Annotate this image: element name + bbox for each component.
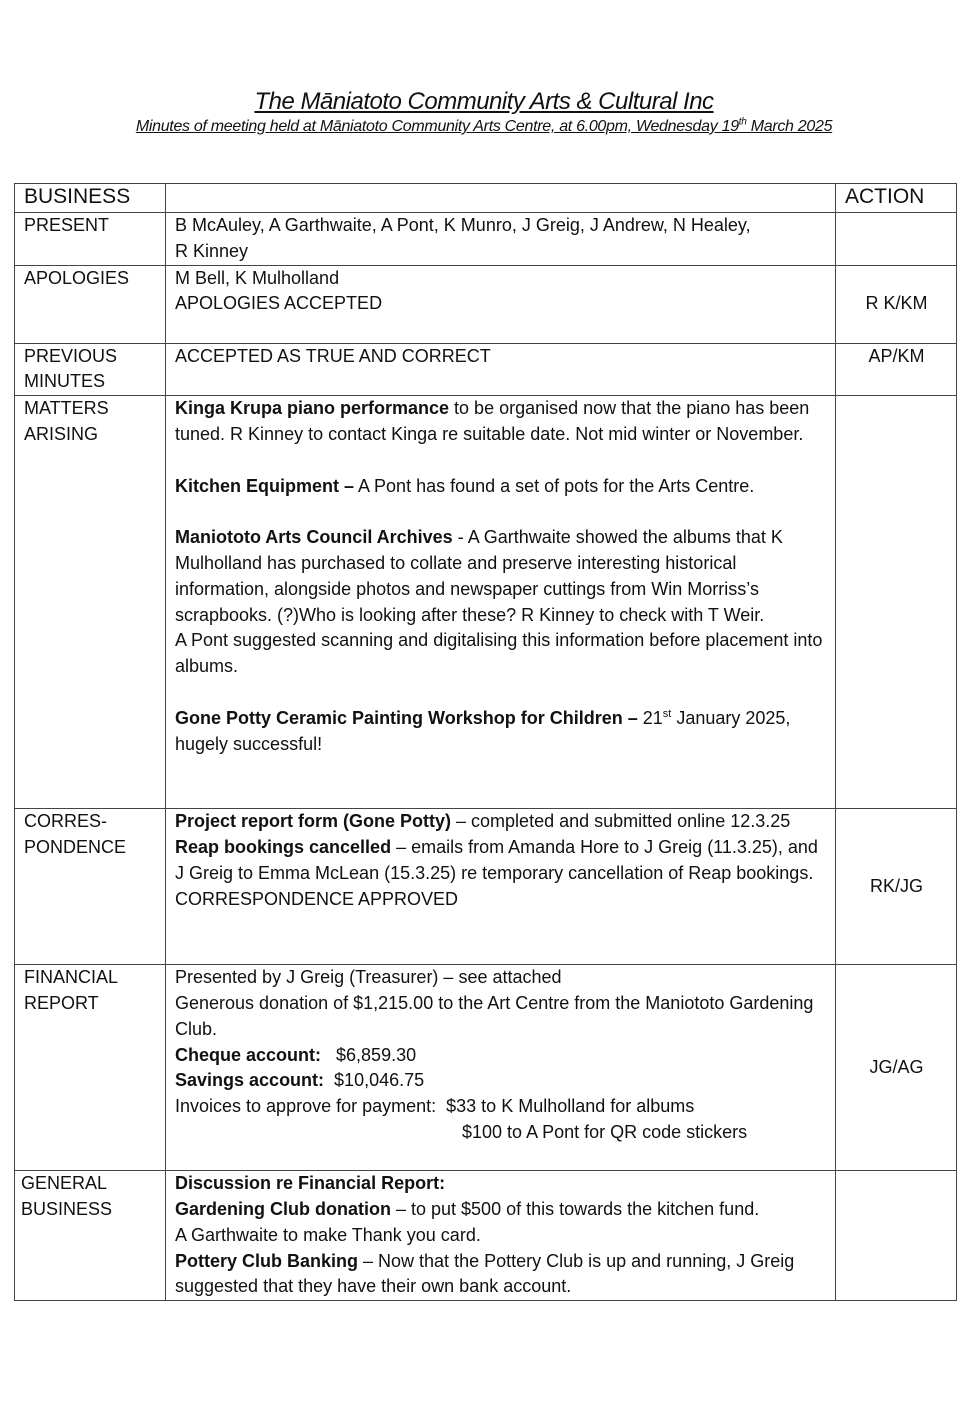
matters-item-workshop-date: 21 <box>637 707 663 728</box>
present-action <box>836 213 957 266</box>
invoices-line-2: $100 to A Pont for QR code stickers <box>462 1121 748 1142</box>
correspondence-action: RK/JG <box>836 809 957 965</box>
apologies-label: APOLOGIES <box>15 265 166 343</box>
financial-report-label-2: REPORT <box>24 992 99 1013</box>
correspondence-details <box>166 809 836 965</box>
matters-item-workshop-title: Gone Potty Ceramic Painting Workshop for Children – <box>175 707 638 728</box>
header-details <box>166 184 836 213</box>
header-business: BUSINESS <box>15 184 166 213</box>
matters-item-workshop-text: January 2025, hugely successful! <box>175 707 791 754</box>
financial-report-action: JG/AG <box>836 965 957 1171</box>
spacer <box>175 680 827 706</box>
previous-minutes-label <box>15 343 166 396</box>
general-discussion <box>175 1171 827 1197</box>
previous-minutes-action: AP/KM <box>836 343 957 396</box>
general-business-label <box>15 1171 166 1301</box>
general-pottery-banking-text: – Now that the Pottery Club is up and running, J Greig suggested that they have their own bank account. <box>175 1250 795 1297</box>
spacer <box>175 448 827 474</box>
matters-item-workshop-sup: st <box>662 707 672 720</box>
apologies-action: R K/KM <box>836 265 957 343</box>
previous-minutes-label-2: MINUTES <box>24 371 105 392</box>
correspondence-item-reap-title: Reap bookings cancelled <box>175 836 392 857</box>
document-subtitle <box>0 117 968 137</box>
matters-item-piano-text: to be organised now that the piano has been tuned. R Kinney to contact Kinga re suitable date. Not mid winter or November. <box>175 398 810 444</box>
general-business-action <box>836 1171 957 1301</box>
correspondence-label-2: PONDENCE <box>24 836 127 857</box>
general-gardening-donation-title: Gardening Club donation <box>175 1198 391 1219</box>
apologies-line-2: APOLOGIES ACCEPTED <box>175 293 383 314</box>
matters-arising-label <box>15 396 166 809</box>
present-text-2: R Kinney <box>175 240 249 261</box>
general-business-label-2: BUSINESS <box>21 1198 113 1219</box>
matters-item-piano <box>175 396 827 448</box>
cheque-account-value: $6,859.30 <box>321 1044 417 1065</box>
correspondence-item-reap <box>175 835 827 887</box>
matters-item-kitchen-title: Kitchen Equipment – <box>175 475 355 496</box>
matters-item-kitchen-text: A Pont has found a set of pots for the Arts Centre. <box>354 475 755 496</box>
matters-item-kitchen <box>175 474 827 500</box>
document-title: The Māniatoto Community Arts & Cultural Inc <box>254 88 714 115</box>
subtitle-text: Minutes of meeting held at Māniatoto Community Arts Centre, at 6.00pm, Wednesday 19 <box>135 118 739 135</box>
savings-account-label: Savings account: <box>175 1070 325 1091</box>
general-business-details <box>166 1171 836 1301</box>
correspondence-item-report-text: – completed and submitted online 12.3.25 <box>451 811 791 832</box>
general-business-label-1: GENERAL <box>21 1173 108 1194</box>
spacer <box>175 499 827 525</box>
apologies-line-1: M Bell, K Mulholland <box>175 267 340 288</box>
correspondence-approved: CORRESPONDENCE APPROVED <box>175 888 459 909</box>
subtitle-superscript: th <box>738 116 747 128</box>
row-present <box>15 213 957 266</box>
general-discussion-title: Discussion re Financial Report: <box>175 1173 446 1194</box>
matters-item-archives-note: A Pont suggested scanning and digitalising this information before placement into albums. <box>175 630 823 677</box>
row-apologies <box>15 265 957 343</box>
financial-report-details <box>166 965 836 1171</box>
present-text-1: B McAuley, A Garthwaite, A Pont, K Munro, J Greig, J Andrew, N Healey, <box>175 215 751 235</box>
general-thank-you-card: A Garthwaite to make Thank you card. <box>175 1224 481 1245</box>
cheque-account-label: Cheque account: <box>175 1044 322 1065</box>
subtitle-date: March 2025 <box>746 118 833 135</box>
minutes-table <box>14 183 957 1301</box>
correspondence-label-1: CORRES- <box>24 811 108 832</box>
row-general-business <box>15 1171 957 1301</box>
savings-account-value: $10,046.75 <box>324 1070 425 1091</box>
matters-item-archives-title: Maniototo Arts Council Archives <box>175 527 453 548</box>
correspondence-label <box>15 809 166 965</box>
matters-arising-label-1: MATTERS <box>24 398 109 419</box>
matters-item-archives <box>175 525 827 628</box>
general-pottery-banking <box>175 1249 827 1301</box>
present-details <box>166 213 836 266</box>
general-pottery-banking-title: Pottery Club Banking <box>175 1250 359 1271</box>
general-gardening-donation <box>175 1197 827 1223</box>
previous-minutes-label-1: PREVIOUS <box>24 345 118 366</box>
invoices-line-1: Invoices to approve for payment: $33 to K Mulholland for albums <box>175 1096 695 1117</box>
row-matters-arising <box>15 396 957 809</box>
present-label: PRESENT <box>15 213 166 266</box>
previous-minutes-text: ACCEPTED AS TRUE AND CORRECT <box>166 343 836 396</box>
header-action: ACTION <box>836 184 957 213</box>
matters-arising-label-2: ARISING <box>24 423 99 444</box>
matters-item-workshop <box>175 706 827 758</box>
correspondence-item-reap-text: – emails from Amanda Hore to J Greig (11.3.25), and J Greig to Emma McLean (15.3.25) re temporary cancellation of Reap bookings. <box>175 836 818 883</box>
matters-arising-action <box>836 396 957 809</box>
general-gardening-donation-text: – to put $500 of this towards the kitchen fund. <box>390 1198 760 1219</box>
matters-item-archives-text: - A Garthwaite showed the albums that K Mulholland has purchased to collate and preserve interesting historical information, alongside photos and newspaper cuttings from Win Morriss’s scrapbooks. (?)Who is looking after these? R Kinney to check with T Weir. <box>175 527 783 625</box>
correspondence-item-report <box>175 809 827 835</box>
cheque-account <box>175 1043 827 1069</box>
apologies-details <box>166 265 836 343</box>
correspondence-item-report-title: Project report form (Gone Potty) <box>175 811 452 832</box>
row-previous-minutes <box>15 343 957 396</box>
table-header-row <box>15 184 957 213</box>
document-header <box>0 88 968 137</box>
savings-account <box>175 1068 827 1094</box>
financial-report-label <box>15 965 166 1171</box>
financial-presented-by: Presented by J Greig (Treasurer) – see attached <box>175 967 562 988</box>
matters-item-piano-title: Kinga Krupa piano performance <box>175 398 450 419</box>
row-financial-report <box>15 965 957 1171</box>
row-correspondence <box>15 809 957 965</box>
matters-arising-details <box>166 396 836 809</box>
financial-donation: Generous donation of $1,215.00 to the Art Centre from the Maniototo Gardening Club. <box>175 992 814 1039</box>
financial-report-label-1: FINANCIAL <box>24 967 119 988</box>
